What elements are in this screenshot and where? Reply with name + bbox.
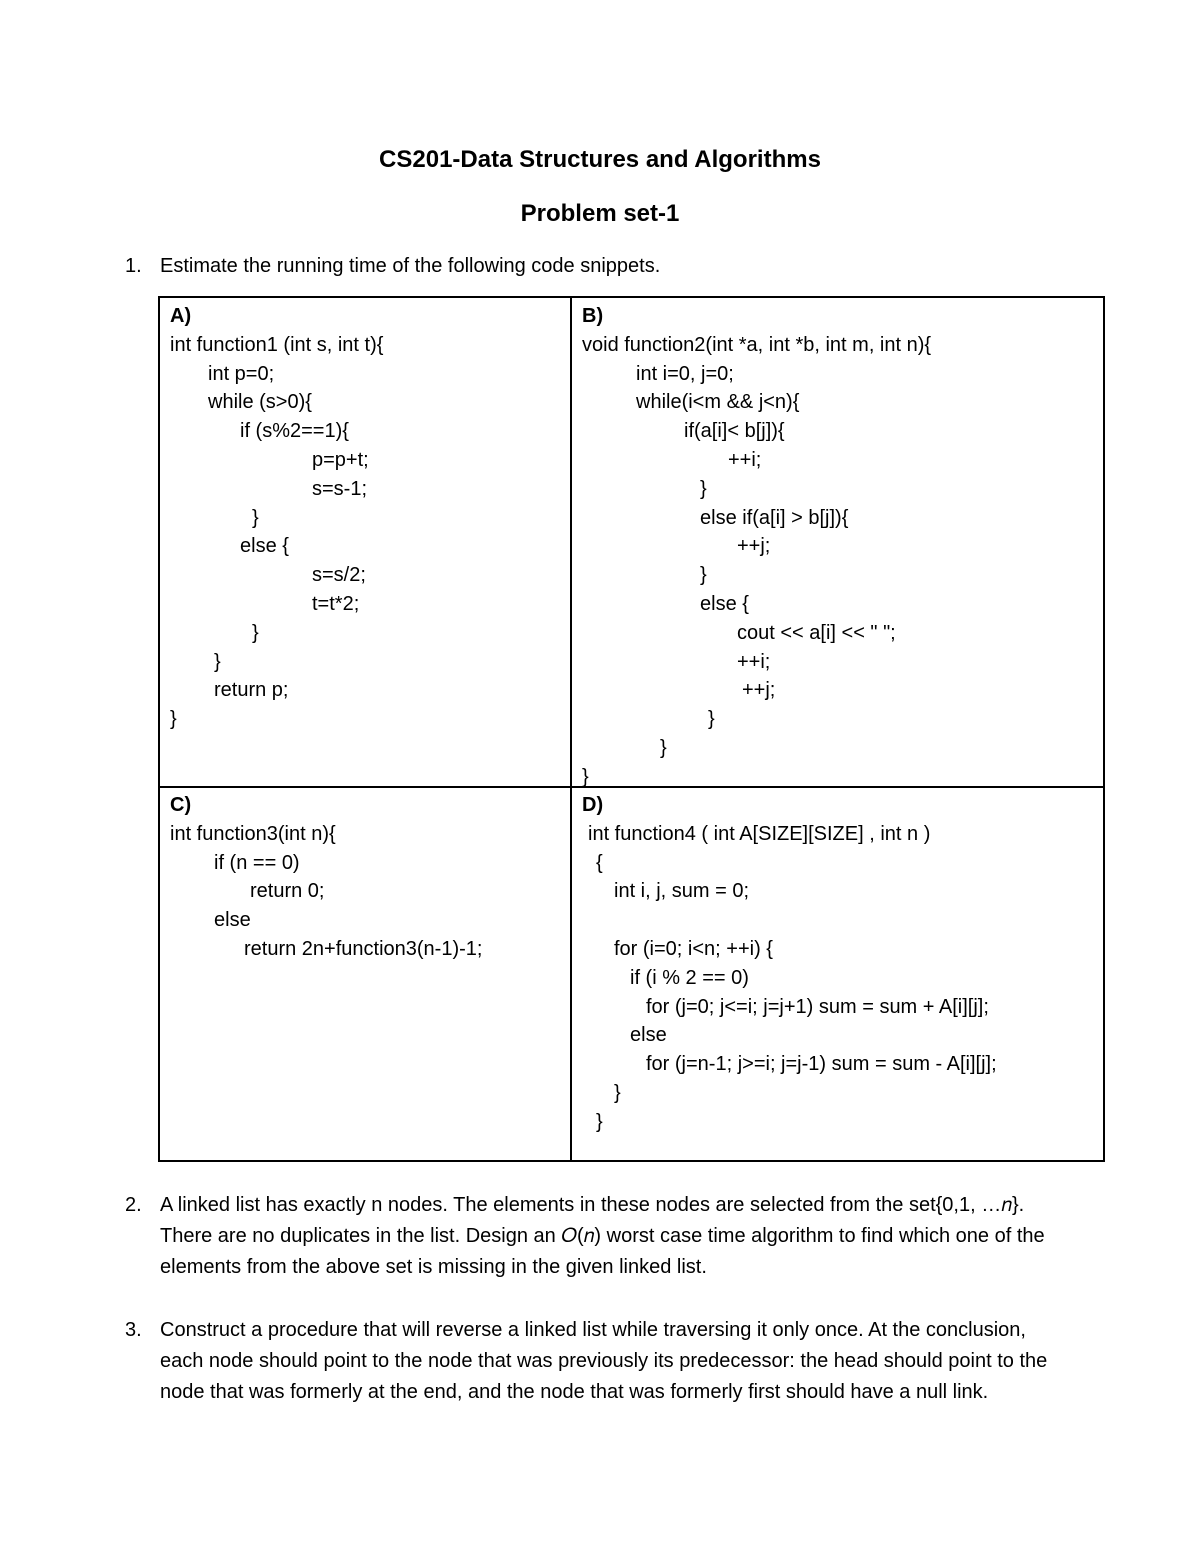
code-line: int i=0, j=0; <box>636 362 734 385</box>
code-line: } <box>214 650 221 673</box>
code-line: for (j=n-1; j>=i; j=j-1) sum = sum - A[i][j]; <box>646 1053 997 1076</box>
snippet-a-cell <box>170 302 383 734</box>
code-line: int function3(int n){ <box>170 822 336 845</box>
code-line: } <box>700 477 707 500</box>
code-line: } <box>170 708 177 731</box>
question-text-line: node that was formerly at the end, and the node that was formerly first should have a null link. <box>160 1381 989 1403</box>
snippet-label: C) <box>170 794 192 816</box>
snippet-label: D) <box>582 794 604 816</box>
question-text: Estimate the running time of the following code snippets. <box>160 255 661 277</box>
snippet-label: B) <box>582 305 604 327</box>
snippet-label: A) <box>170 305 192 327</box>
code-line: { <box>596 851 603 874</box>
question-number: 2. <box>125 1194 142 1216</box>
code-line: else <box>630 1024 667 1047</box>
code-line: } <box>700 564 707 587</box>
question-text-line: elements from the above set is missing in the given linked list. <box>160 1256 707 1278</box>
code-line: } <box>596 1110 603 1133</box>
code-line: cout << a[i] << " "; <box>737 621 896 644</box>
code-line: return p; <box>214 679 289 702</box>
code-line: if (i % 2 == 0) <box>630 966 749 989</box>
code-line: int p=0; <box>208 362 275 385</box>
question-text-line: There are no duplicates in the list. Design an 𝑂(𝑛) worst case time algorithm to find which one of the <box>160 1225 1045 1247</box>
snippet-b-cell <box>582 302 931 792</box>
code-line: } <box>252 506 259 529</box>
code-line <box>614 906 965 935</box>
code-line: } <box>582 765 589 788</box>
code-snippets-table <box>158 296 1105 1162</box>
code-line: if(a[i]< b[j]){ <box>684 420 785 443</box>
code-line: ++j; <box>742 679 776 702</box>
code-line: p=p+t; <box>312 448 369 471</box>
code-line: } <box>708 708 715 731</box>
question-number: 1. <box>125 255 142 277</box>
snippet-d-cell <box>582 791 997 1137</box>
code-line: s=s/2; <box>312 564 366 587</box>
code-line: ++i; <box>737 650 771 673</box>
table-divider-vertical <box>570 298 572 1160</box>
code-line: while (s>0){ <box>208 391 312 414</box>
question-text-line: Construct a procedure that will reverse a linked list while traversing it only once. At the conclusion, <box>160 1319 1026 1341</box>
code-line: int function1 (int s, int t){ <box>170 333 384 356</box>
code-line: return 2n+function3(n-1)-1; <box>244 937 483 960</box>
code-line: if (s%2==1){ <box>240 420 349 443</box>
code-line: int function4 ( int A[SIZE][SIZE] , int n ) <box>588 822 931 845</box>
code-line: else <box>214 909 251 932</box>
code-line: ++i; <box>728 448 762 471</box>
snippet-c-cell <box>170 791 483 964</box>
code-line: for (j=0; j<=i; j=j+1) sum = sum + A[i][j]; <box>646 995 989 1018</box>
question-3 <box>125 1315 1150 1408</box>
question-number: 3. <box>125 1319 142 1341</box>
code-line: s=s-1; <box>312 477 368 500</box>
code-line: } <box>660 736 667 759</box>
code-line: } <box>252 621 259 644</box>
code-line: else { <box>240 535 289 558</box>
code-line: ++j; <box>737 535 771 558</box>
code-line: else { <box>700 592 749 615</box>
code-line: for (i=0; i<n; ++i) { <box>614 937 773 960</box>
question-text-line: A linked list has exactly n nodes. The elements in these nodes are selected from the set{0,1, …𝑛}. <box>160 1194 1025 1216</box>
code-line: return 0; <box>250 880 325 903</box>
code-line: int i, j, sum = 0; <box>614 880 750 903</box>
code-line: else if(a[i] > b[j]){ <box>700 506 849 529</box>
code-line: t=t*2; <box>312 592 360 615</box>
code-line: void function2(int *a, int *b, int m, int n){ <box>582 333 932 356</box>
course-title: CS201-Data Structures and Algorithms <box>379 146 821 173</box>
code-line: } <box>614 1081 621 1104</box>
code-line: while(i<m && j<n){ <box>636 391 800 414</box>
question-1 <box>125 251 661 282</box>
problem-set-title: Problem set-1 <box>520 200 680 227</box>
code-line: if (n == 0) <box>214 851 300 874</box>
question-text-line: each node should point to the node that was previously its predecessor: the head should point to the <box>160 1350 1048 1372</box>
question-2 <box>125 1190 1150 1283</box>
